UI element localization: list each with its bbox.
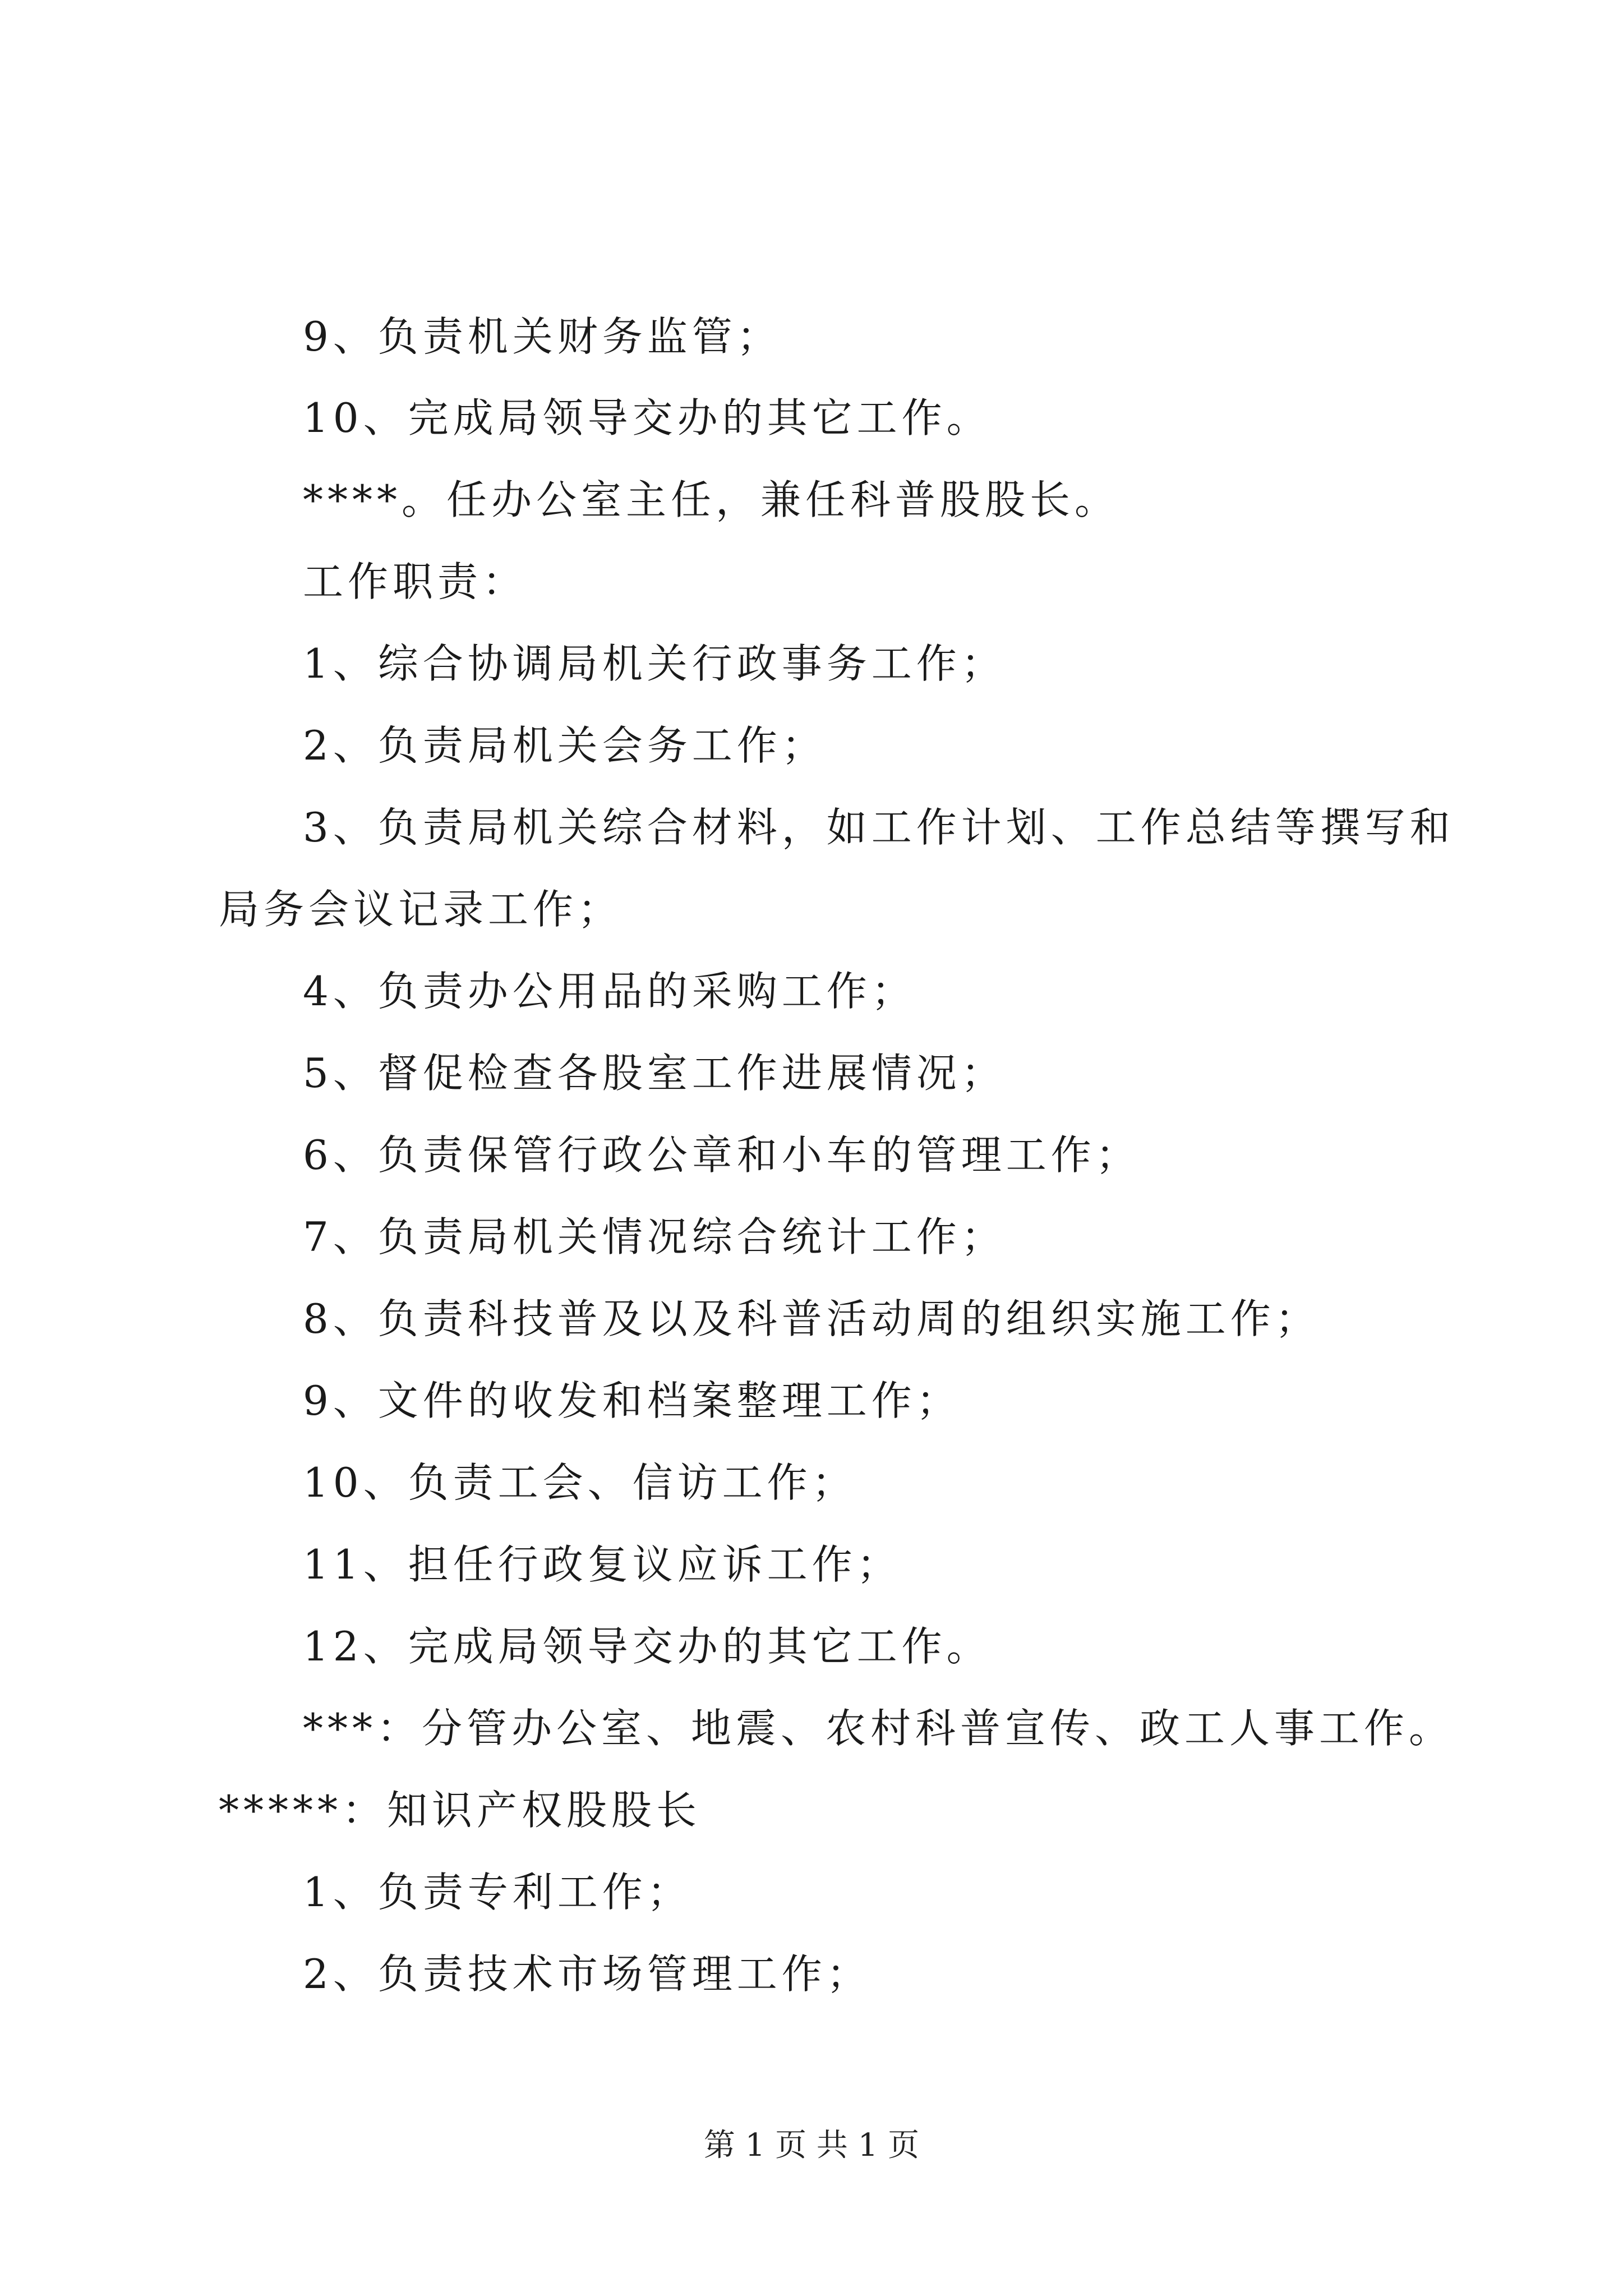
line-17: 12、完成局领导交办的其它工作。 <box>303 1623 992 1670</box>
line-2: 10、完成局领导交办的其它工作。 <box>303 394 992 441</box>
line-16: 11、担任行政复议应诉工作； <box>303 1541 902 1588</box>
line-15: 10、负责工会、信访工作； <box>303 1459 857 1506</box>
line-8: 局务会议记录工作； <box>219 886 623 933</box>
line-1: 9、负责机关财务监管； <box>303 313 782 360</box>
page-footer: 第 1 页 共 1 页 <box>703 2127 920 2164</box>
line-14: 9、文件的收发和档案整理工作； <box>303 1377 961 1424</box>
line-5: 1、综合协调局机关行政事务工作； <box>303 640 1006 687</box>
line-18: ***：分管办公室、地震、农村科普宣传、政工人事工作。 <box>303 1705 1454 1752</box>
line-9: 4、负责办公用品的采购工作； <box>303 968 916 1015</box>
line-11: 6、负责保管行政公章和小车的管理工作； <box>303 1131 1141 1179</box>
line-19: *****：知识产权股股长 <box>219 1787 702 1834</box>
line-4: 工作职责： <box>303 558 528 605</box>
line-21: 2、负责技术市场管理工作； <box>303 1950 872 1998</box>
line-12: 7、负责局机关情况综合统计工作； <box>303 1213 1006 1260</box>
line-20: 1、负责专利工作； <box>303 1869 692 1916</box>
line-6: 2、负责局机关会务工作； <box>303 722 827 769</box>
line-3: ****。任办公室主任，兼任科普股股长。 <box>303 476 1120 523</box>
line-7: 3、负责局机关综合材料，如工作计划、工作总结等撰写和 <box>303 804 1455 851</box>
line-13: 8、负责科技普及以及科普活动周的组织实施工作； <box>303 1295 1320 1342</box>
line-10: 5、督促检查各股室工作进展情况； <box>303 1050 1006 1097</box>
